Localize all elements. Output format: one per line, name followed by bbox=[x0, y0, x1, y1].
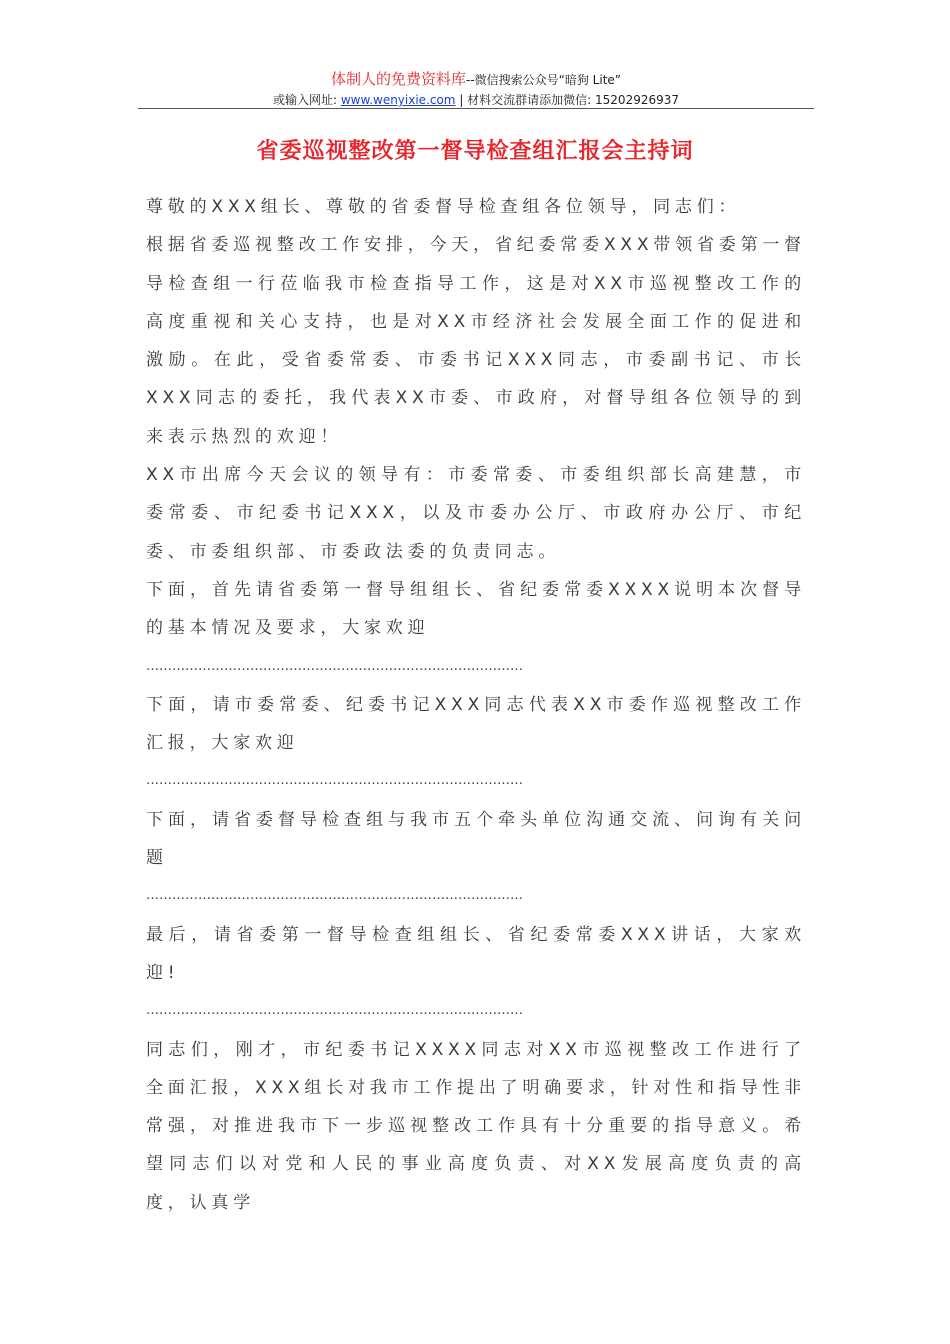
brand-name: 体制人的免费资料库 bbox=[330, 70, 466, 88]
salutation: 尊敬的XXX组长、尊敬的省委督导检查组各位领导，同志们： bbox=[146, 197, 741, 217]
paragraph-summary: 同志们，刚才，市纪委书记XXXX同志对XX市巡视整改工作进行了全面汇报，XXX组长对我市工作提出了明确要求，针对性和指导性非常强，对推进我市下一步巡视整改工作具有十分重要的指导意义。希望同志们以对党和人民的事业高度负责、对XX发展高度负责的高度，认真学 bbox=[146, 1039, 806, 1213]
paragraph-agenda-4: 最后，请省委第一督导检查组组长、省纪委常委XXX讲话，大家欢迎! bbox=[146, 924, 806, 983]
header-divider bbox=[138, 108, 814, 109]
ellipsis-divider: …………………………………………………………………………… bbox=[146, 1003, 523, 1019]
ellipsis-divider: …………………………………………………………………………… bbox=[146, 888, 523, 904]
paragraph-agenda-1: 下面，首先请省委第一督导组组长、省纪委常委XXXX说明本次督导的基本情况及要求，大家欢迎 bbox=[146, 579, 806, 639]
ellipsis-divider: …………………………………………………………………………… bbox=[146, 773, 523, 789]
header-contact-line bbox=[138, 91, 814, 109]
document-title: 省委巡视整改第一督导检查组汇报会主持词 bbox=[256, 139, 694, 164]
paragraph-agenda-2: 下面，请市委常委、纪委书记XXX同志代表XX市委作巡视整改工作汇报，大家欢迎 bbox=[146, 694, 806, 754]
document-body bbox=[146, 188, 806, 1222]
url-prefix: 或输入网址: bbox=[272, 93, 341, 107]
paragraph-attendees: XX市出席今天会议的领导有：市委常委、市委组织部长高建慧，市委常委、市纪委书记XXX，以及市委办公厅、市政府办公厅、市纪委、市委组织部、市委政法委的负责同志。 bbox=[146, 465, 806, 562]
paragraph-agenda-3: 下面，请省委督导检查组与我市五个牵头单位沟通交流、问询有关问题 bbox=[146, 809, 806, 869]
paragraph-welcome: 根据省委巡视整改工作安排，今天，省纪委常委XXX带领省委第一督导检查组一行莅临我市检查指导工作，这是对XX市巡视整改工作的高度重视和关心支持，也是对XX市经济社会发展全面工作的促进和激励。在此，受省委常委、市委书记XXX同志，市委副书记、市长XXX同志的委托，我代表XX市委、市政府，对督导组各位领导的到来表示热烈的欢迎！ bbox=[146, 235, 806, 447]
contact-info: | 材料交流群请添加微信: 15202926937 bbox=[455, 93, 680, 107]
header-banner bbox=[138, 68, 814, 91]
document-header bbox=[138, 68, 814, 109]
ellipsis-divider: …………………………………………………………………………… bbox=[146, 658, 523, 674]
header-tagline: --微信搜索公众号“暗狗 Lite” bbox=[465, 73, 622, 87]
website-link[interactable]: www.wenyixie.com bbox=[340, 93, 456, 107]
